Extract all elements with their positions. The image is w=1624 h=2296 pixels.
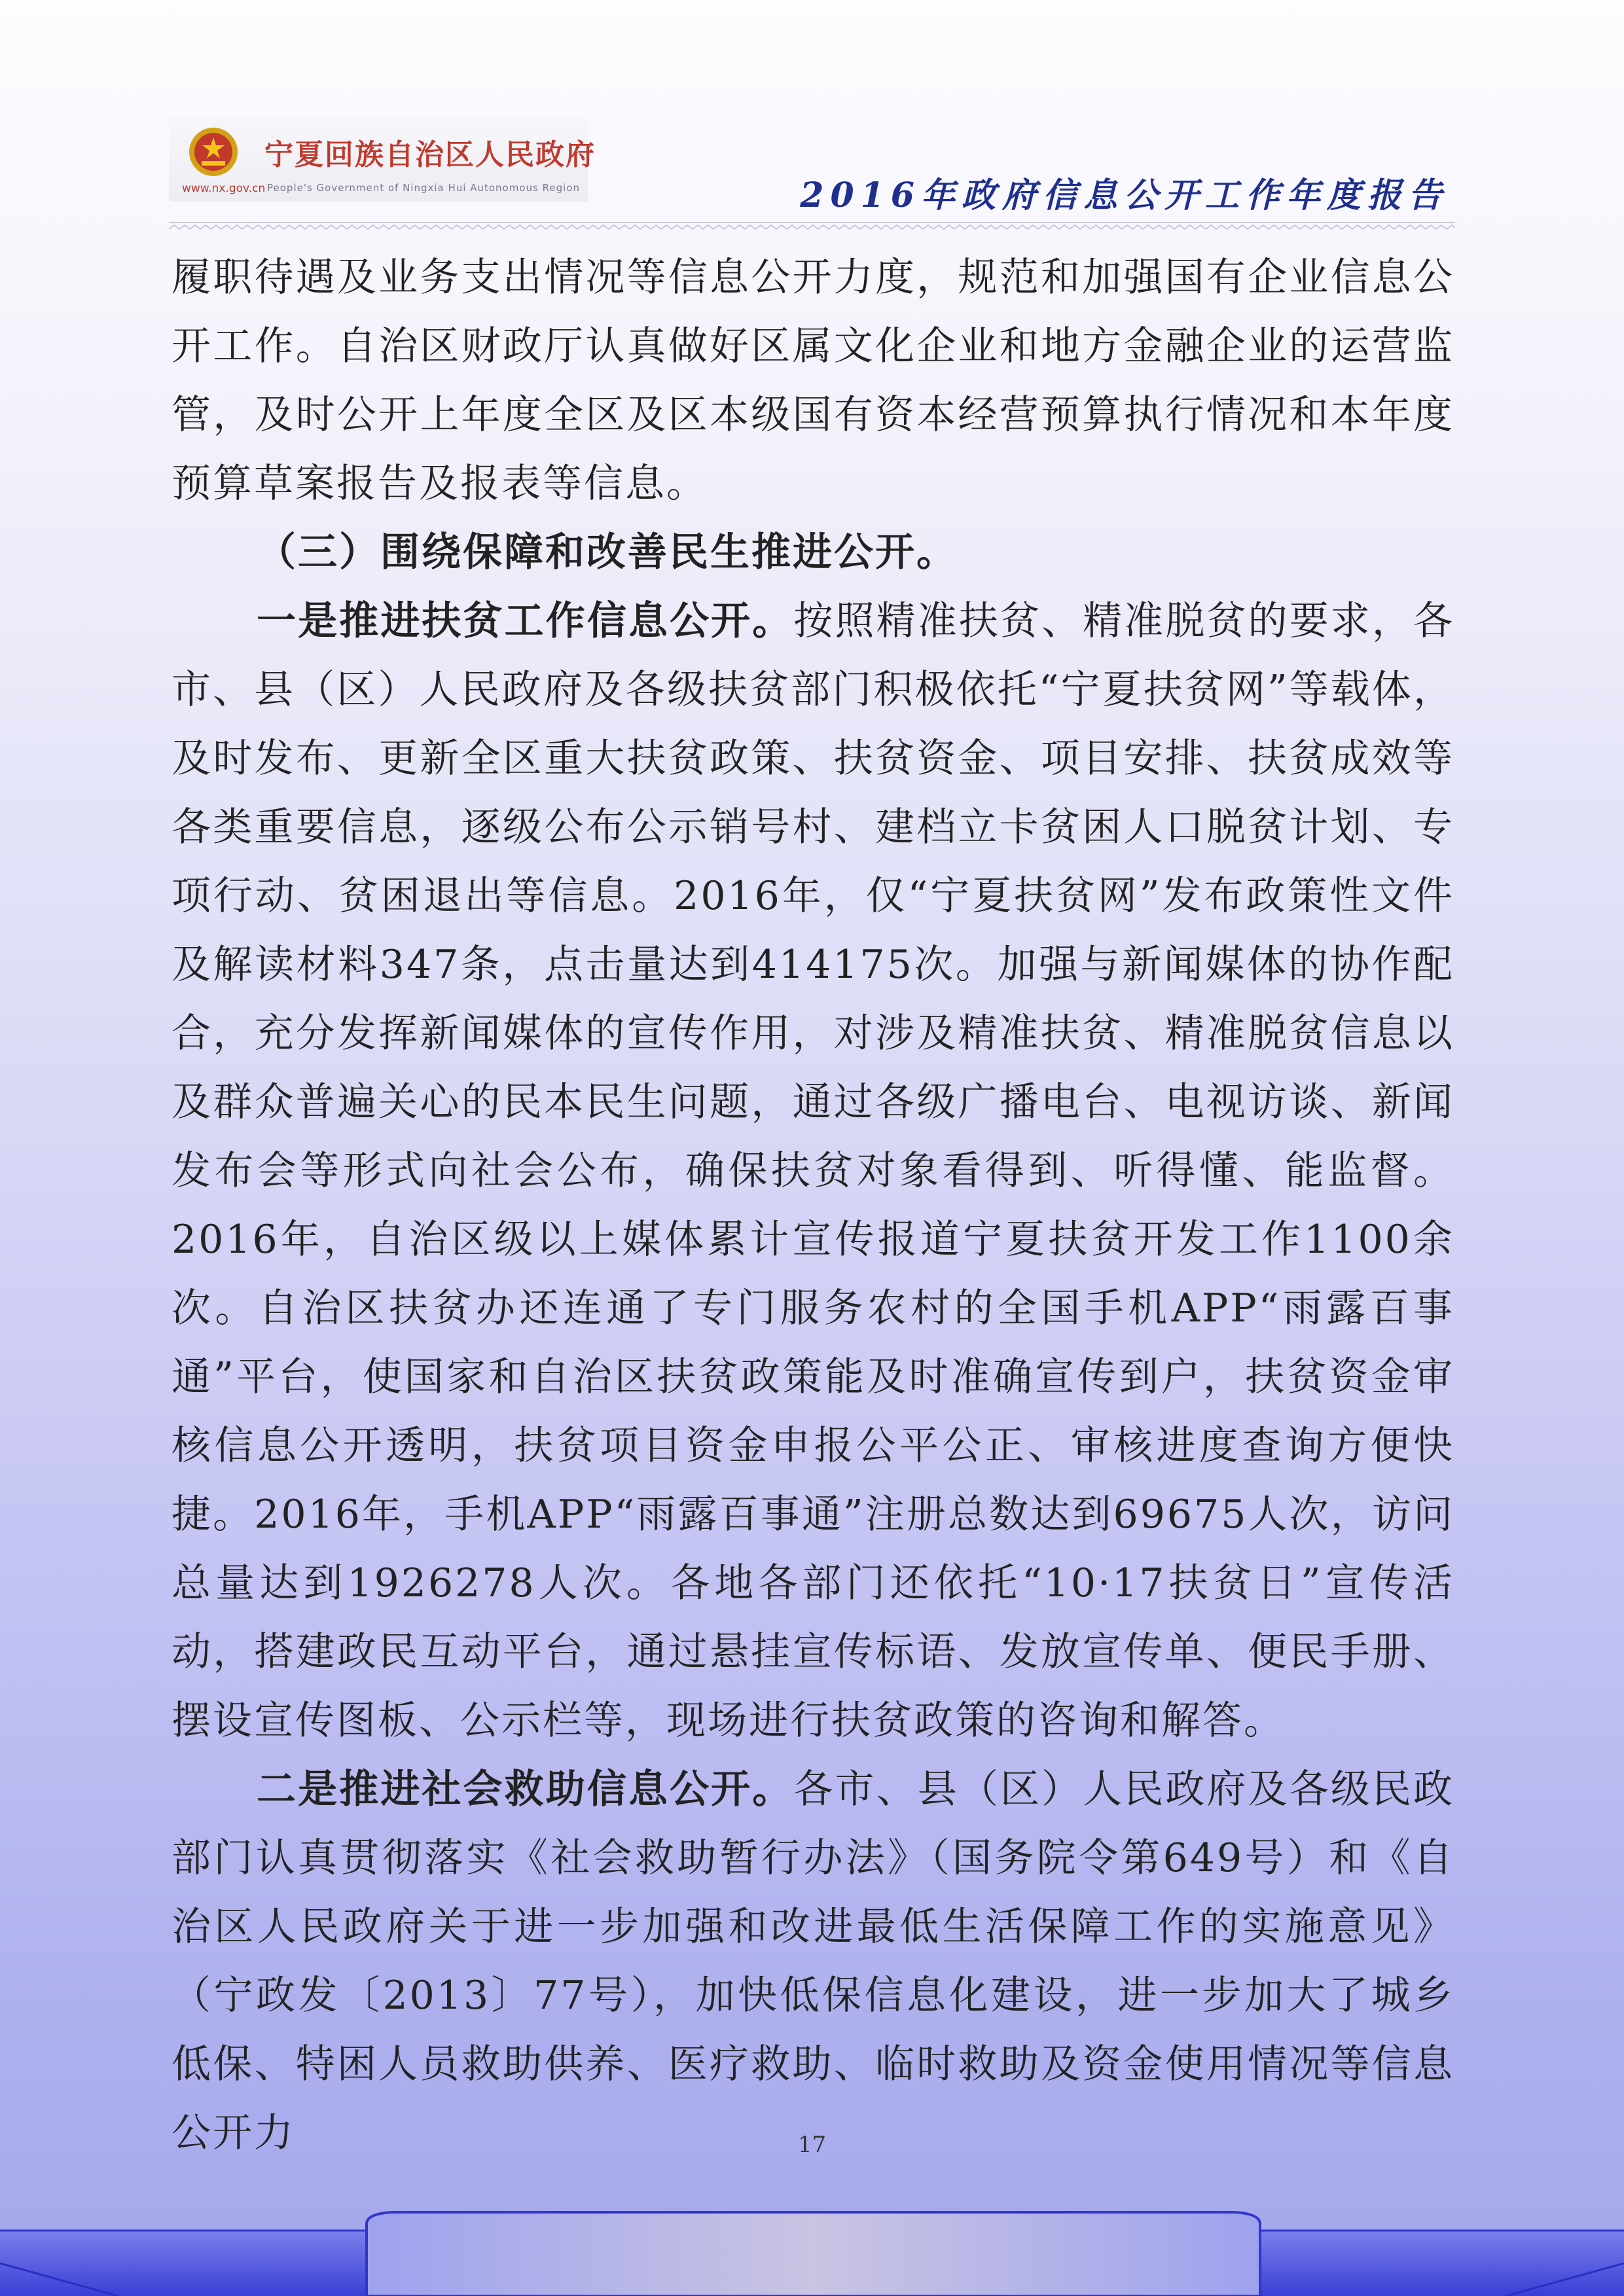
- logo-url: www.nx.gov.cn: [182, 182, 266, 195]
- page-header: [0, 0, 1624, 236]
- government-logo: [169, 117, 596, 202]
- logo-title: 宁夏回族自治区人民政府: [264, 138, 596, 171]
- logo-subtitle: People's Government of Ningxia Hui Autonomous Region: [267, 182, 580, 194]
- report-body: [171, 243, 1454, 2168]
- footer-decoration: [0, 2204, 1624, 2296]
- report-title: 2016年政府信息公开工作年度报告: [800, 175, 1449, 215]
- national-emblem-icon: [187, 126, 240, 178]
- header-divider: [169, 220, 1455, 232]
- paragraph-lead: 一是推进扶贫工作信息公开。: [257, 598, 794, 644]
- page-number: 17: [797, 2132, 827, 2158]
- paragraph-text: 各市、县（区）人民政府及各级民政部门认真贯彻落实《社会救助暂行办法》（国务院令第649号）和《自治区人民政府关于进一步加强和改进最低生活保障工作的实施意见》（宁政发〔2013〕77号），加快低保信息化建设，进一步加大了城乡低保、特困人员救助供养、医疗救助、临时救助及资金使用情况等信息公开力: [171, 1767, 1455, 2156]
- paragraph-text: 按照精准扶贫、精准脱贫的要求，各市、县（区）人民政府及各级扶贫部门积极依托“宁夏扶贫网”等载体，及时发布、更新全区重大扶贫政策、扶贫资金、项目安排、扶贫成效等各类重要信息，逐级公布公示销号村、建档立卡贫困人口脱贫计划、专项行动、贫困退出等信息。2016年，仅“宁夏扶贫网”发布政策性文件及解读材料347条，点击量达到414175次。加强与新闻媒体的协作配合，充分发挥新闻媒体的宣传作用，对涉及精准扶贫、精准脱贫信息以及群众普遍关心的民本民生问题，通过各级广播电台、电视访谈、新闻发布会等形式向社会公布，确保扶贫对象看得到、听得懂、能监督。2016年，自治区级以上媒体累计宣传报道宁夏扶贫开发工作1100余次。自治区扶贫办还连通了专门服务农村的全国手机APP“雨露百事通”平台，使国家和自治区扶贫政策能及时准确宣传到户，扶贫资金审核信息公开透明，扶贫项目资金申报公平公正、审核进度查询方便快捷。2016年，手机APP“雨露百事通”注册总数达到69675人次，访问总量达到1926278人次。各地各部门还依托“10·17扶贫日”宣传活动，搭建政民互动平台，通过悬挂宣传标语、发放宣传单、便民手册、摆设宣传图板、公示栏等，现场进行扶贫政策的咨询和解答。: [171, 598, 1455, 1744]
- section-heading: （三）围绕保障和改善民生推进公开。: [257, 529, 958, 575]
- paragraph: [171, 1755, 1454, 2168]
- paragraph-lead: 二是推进社会救助信息公开。: [257, 1767, 794, 1812]
- paragraph: [171, 587, 1454, 1755]
- paragraph: 履职待遇及业务支出情况等信息公开力度，规范和加强国有企业信息公开工作。自治区财政厅认真做好区属文化企业和地方金融企业的运营监管，及时公开上年度全区及区本级国有资本经营预算执行情况和本年度预算草案报告及报表等信息。: [171, 255, 1454, 507]
